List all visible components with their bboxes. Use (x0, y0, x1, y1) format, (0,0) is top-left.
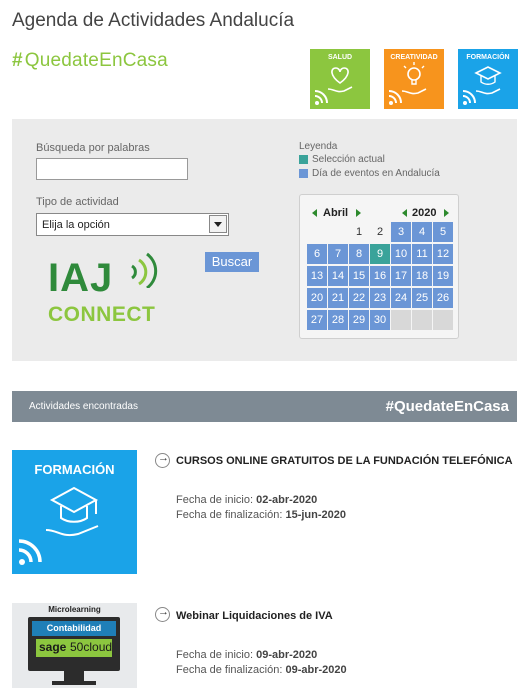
arrow-right-icon[interactable] (155, 607, 170, 622)
category-formacion[interactable] (458, 49, 518, 109)
prev-year-icon[interactable] (402, 209, 407, 217)
category-label: FORMACIÓN (466, 54, 510, 61)
graduation-cap-hand-icon (12, 450, 137, 574)
calendar-day[interactable]: 29 (349, 310, 369, 330)
legend-label-selected: Selección actual (312, 154, 385, 165)
lightbulb-hand-icon (384, 49, 444, 109)
calendar-day[interactable]: 19 (433, 266, 453, 286)
category-label: SALUD (327, 54, 353, 61)
activity-type-label: Tipo de actividad (36, 196, 119, 208)
calendar-month: Abril (323, 207, 349, 219)
activity-thumbnail[interactable] (12, 603, 137, 688)
iaj-connect-logo (48, 252, 158, 330)
arrow-right-icon[interactable] (155, 453, 170, 468)
calendar-day[interactable]: 11 (412, 244, 432, 264)
graduation-cap-hand-icon (458, 49, 518, 109)
calendar-year: 2020 (412, 207, 437, 219)
thumbnail-label: FORMACIÓN (34, 462, 115, 477)
page-title: Agenda de Actividades Andalucía (12, 10, 295, 31)
calendar-day[interactable]: 1 (355, 226, 363, 238)
prev-month-icon[interactable] (312, 209, 317, 217)
calendar-grid (307, 222, 454, 330)
thumbnail-mid-text: Contabilidad (32, 621, 116, 636)
hashtag-symbol: # (12, 50, 23, 71)
calendar-day[interactable]: 18 (412, 266, 432, 286)
results-bar (12, 391, 517, 422)
legend-swatch-selected (299, 155, 308, 164)
activity-title[interactable]: Webinar Liquidaciones de IVA (176, 610, 333, 622)
calendar-day[interactable]: 20 (307, 288, 327, 308)
calendar-day[interactable]: 22 (349, 288, 369, 308)
results-label: Actividades encontradas (29, 401, 138, 412)
keyword-label: Búsqueda por palabras (36, 142, 150, 154)
calendar-empty-cell (433, 310, 453, 330)
activity-type-select[interactable] (36, 213, 229, 236)
calendar-day[interactable]: 8 (349, 244, 369, 264)
quedate-en-casa-logo (12, 50, 168, 72)
calendar-day[interactable]: 2 (376, 226, 384, 238)
activity-thumbnail[interactable] (12, 450, 137, 574)
calendar-day[interactable]: 25 (412, 288, 432, 308)
logo-line2: CONNECT (48, 303, 156, 326)
calendar-day[interactable]: 9 (370, 244, 390, 264)
category-label: CREATIVIDAD (390, 54, 438, 61)
calendar-day[interactable]: 17 (391, 266, 411, 286)
logo-line1: IAJ (48, 256, 114, 300)
hashtag-text: QuedateEnCasa (24, 50, 168, 71)
calendar-day[interactable]: 16 (370, 266, 390, 286)
calendar-day[interactable]: 15 (349, 266, 369, 286)
calendar-day[interactable]: 4 (412, 222, 432, 242)
chevron-down-icon[interactable] (209, 215, 227, 233)
calendar-day[interactable]: 10 (391, 244, 411, 264)
monitor-base (52, 681, 96, 685)
next-month-icon[interactable] (356, 209, 361, 217)
calendar-day[interactable]: 13 (307, 266, 327, 286)
calendar-day[interactable]: 21 (328, 288, 348, 308)
calendar-day[interactable]: 24 (391, 288, 411, 308)
activity-end-date: Fecha de finalización: 09-abr-2020 (176, 664, 347, 676)
legend-swatch-events (299, 169, 308, 178)
signal-waves-icon (128, 252, 158, 288)
thumbnail-top-text: Microlearning (48, 605, 101, 614)
calendar-day[interactable]: 30 (370, 310, 390, 330)
calendar-day[interactable]: 6 (307, 244, 327, 264)
results-hashtag: #QuedateEnCasa (385, 398, 509, 415)
calendar-day[interactable]: 14 (328, 266, 348, 286)
search-button[interactable]: Buscar (205, 252, 259, 272)
activity-title[interactable]: CURSOS ONLINE GRATUITOS DE LA FUNDACIÓN TELEFÓNICA (176, 455, 513, 467)
calendar-empty-cell (307, 222, 327, 242)
heart-hand-icon (310, 49, 370, 109)
activity-start-date: Fecha de inicio: 09-abr-2020 (176, 649, 318, 661)
legend-label-events: Día de eventos en Andalucía (312, 168, 440, 179)
calendar-day[interactable]: 28 (328, 310, 348, 330)
keyword-input[interactable] (36, 158, 188, 180)
category-salud[interactable] (310, 49, 370, 109)
calendar-day[interactable]: 26 (433, 288, 453, 308)
sage-banner: sage 50cloud (36, 639, 112, 657)
calendar-empty-cell (391, 310, 411, 330)
legend-title: Leyenda (299, 141, 338, 152)
activity-start-date: Fecha de inicio: 02-abr-2020 (176, 494, 318, 506)
calendar-empty-cell (412, 310, 432, 330)
calendar-day[interactable]: 23 (370, 288, 390, 308)
calendar-empty-cell (328, 222, 348, 242)
calendar-day[interactable]: 3 (391, 222, 411, 242)
calendar-day[interactable]: 12 (433, 244, 453, 264)
calendar-day[interactable]: 27 (307, 310, 327, 330)
activity-end-date: Fecha de finalización: 15-jun-2020 (176, 509, 346, 521)
next-year-icon[interactable] (444, 209, 449, 217)
activity-type-selected: Elija la opción (42, 219, 110, 231)
monitor-stand (64, 671, 84, 681)
calendar-day[interactable]: 7 (328, 244, 348, 264)
calendar-day[interactable]: 5 (433, 222, 453, 242)
category-creatividad[interactable] (384, 49, 444, 109)
